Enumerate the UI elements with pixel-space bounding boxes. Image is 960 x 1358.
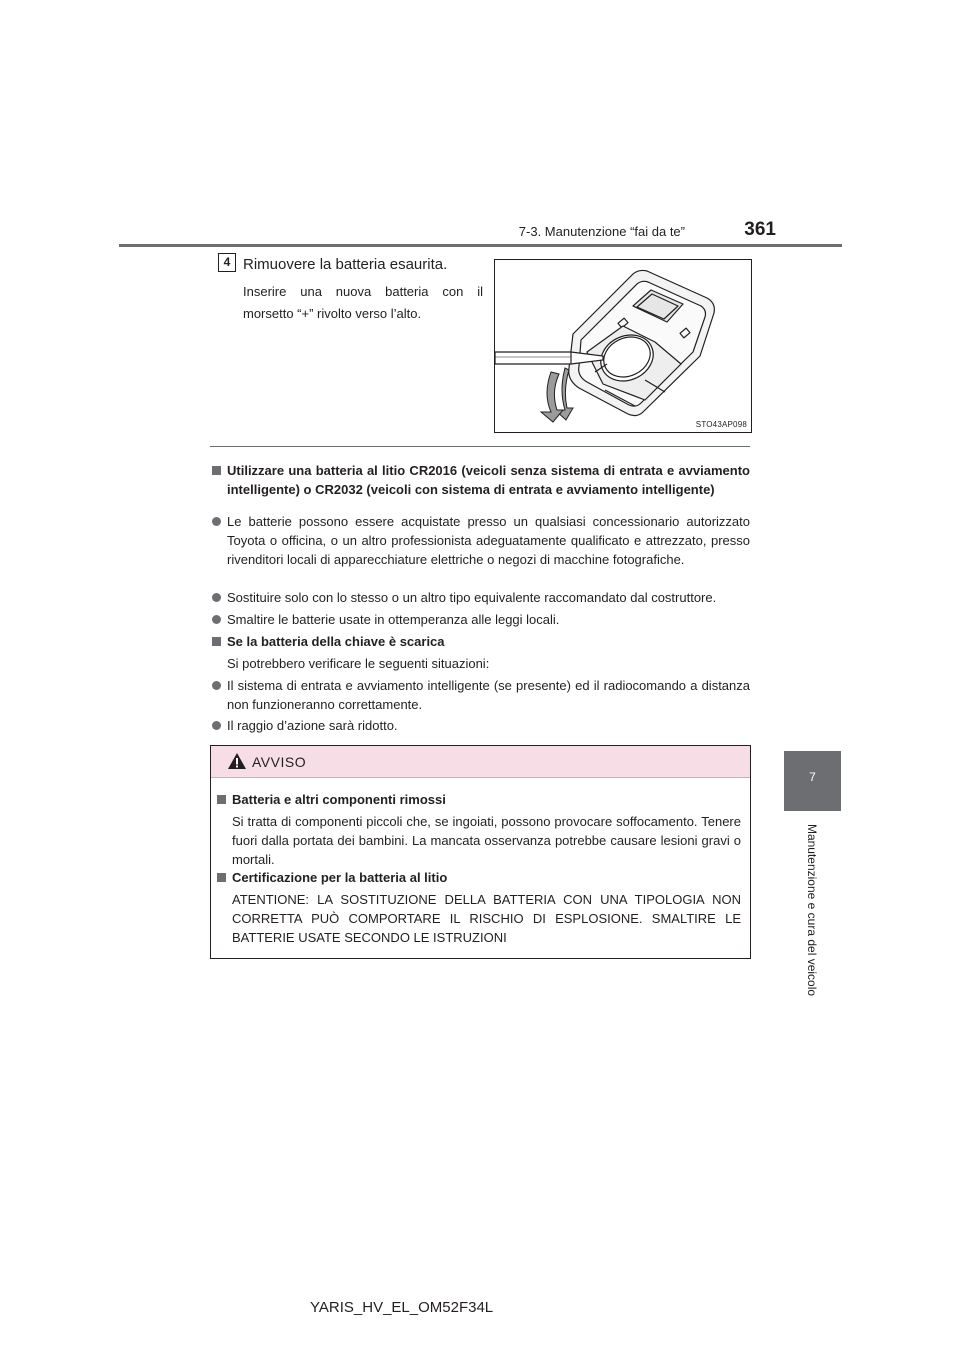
list-item [212, 588, 750, 607]
round-bullet-icon [212, 681, 221, 690]
figure-code: STO43AP098 [695, 420, 747, 429]
warning-triangle-icon [227, 752, 247, 770]
warning-item-text: Si tratta di componenti piccoli che, se ingoiati, possono provocare soffocamento. Tenere fuori dalla portata dei bambini. La mancata osservanza potrebbe causare lesioni gravi o mortali. [232, 814, 741, 867]
chapter-number: 7 [809, 770, 816, 784]
document-code: YARIS_HV_EL_OM52F34L [310, 1299, 494, 1316]
key-fob-drawing [495, 260, 751, 432]
section-title: 7-3. Manutenzione “fai da te” [518, 224, 685, 239]
square-bullet-icon [217, 795, 226, 804]
warning-item [217, 790, 741, 869]
round-bullet-icon [212, 615, 221, 624]
warning-item-title: Batteria e altri componenti rimossi [232, 792, 446, 807]
round-bullet-icon [212, 517, 221, 526]
list-item-text: Il raggio d’azione sarà ridotto. [227, 718, 398, 733]
step-description: Inserire una nuova batteria con il morsetto “+” rivolto verso l’alto. [243, 284, 483, 321]
warning-item-text: ATENTIONE: LA SOSTITUZIONE DELLA BATTERIA CON UNA TIPOLOGIA NON CORRETTA PUÒ COMPORTARE IL RISCHIO DI ESPLOSIONE. SMALTIRE LE BATTERIE USATE SECONDO LE ISTRUZIONI [232, 892, 741, 945]
heading-text: Utilizzare una batteria al litio CR2016 (veicoli senza sistema di entrata e avviamento intelligente) o CR2032 (veicoli con sistema di entrata e avviamento intelligente) [227, 463, 750, 497]
list-item-text: Il sistema di entrata e avviamento intelligente (se presente) ed il radiocomando a distanza non funzioneranno correttamente. [227, 678, 750, 712]
square-bullet-icon [212, 466, 221, 475]
warning-item-title: Certificazione per la batteria al litio [232, 870, 448, 885]
square-bullet-icon [217, 873, 226, 882]
warning-item [217, 868, 741, 947]
warning-box [210, 745, 751, 959]
list-item [212, 716, 750, 735]
section-divider [210, 446, 750, 447]
chapter-title: Manutenzione e cura del veicolo [805, 823, 819, 997]
list-item [212, 676, 750, 714]
step-number: 4 [218, 253, 236, 272]
page-number: 361 [744, 219, 776, 240]
round-bullet-icon [212, 593, 221, 602]
list-item [212, 512, 750, 569]
warning-title: AVVISO [252, 754, 307, 770]
list-item-text: Smaltire le batterie usate in ottemperanza alle leggi locali. [227, 612, 560, 627]
round-bullet-icon [212, 721, 221, 730]
warning-header [211, 746, 750, 778]
square-bullet-icon [212, 637, 221, 646]
low-battery-intro: Si potrebbero verificare le seguenti situazioni: [227, 656, 490, 671]
step-title: Rimuovere la batteria esaurita. [243, 256, 448, 273]
list-item-text: Sostituire solo con lo stesso o un altro tipo equivalente raccomandato dal costruttore. [227, 590, 717, 605]
key-battery-illustration [494, 259, 752, 433]
list-item [212, 610, 750, 629]
battery-type-heading [212, 461, 750, 499]
list-item-text: Le batterie possono essere acquistate presso un qualsiasi concessionario autorizzato Toyota o officina, o un altro professionista adeguatamente qualificato e attrezzato, presso rivenditori locali di apparecchiature elettriche o negozi di macchine fotografiche. [227, 514, 750, 567]
header-rule [119, 244, 842, 247]
low-battery-heading [212, 632, 750, 651]
heading-text: Se la batteria della chiave è scarica [227, 634, 445, 649]
